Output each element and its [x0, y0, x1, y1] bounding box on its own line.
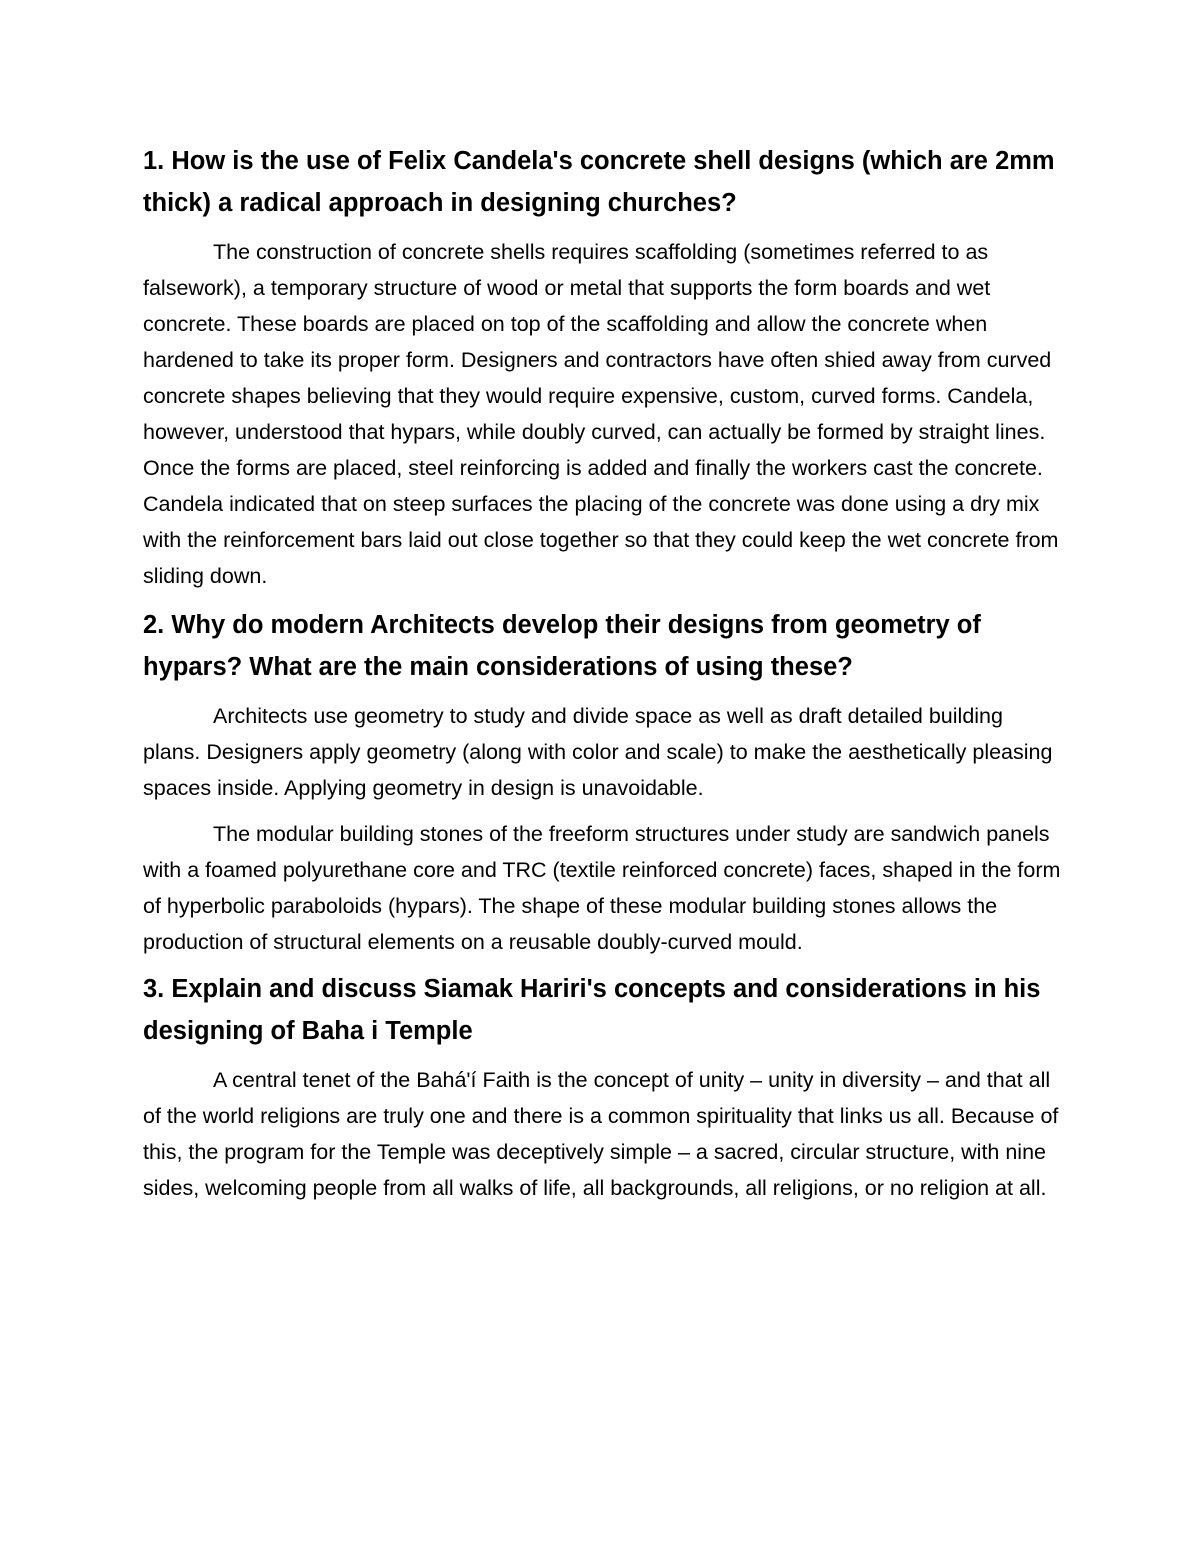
answer-1-paragraph-1: The construction of concrete shells requires scaffolding (sometimes referred to as falsework), a temporary structure of wood or metal that supports the form boards and wet concrete. These boards are placed on top of the scaffolding and allow the concrete when hardened to take its proper form. Designers and contractors have often shied away from curved concrete shapes believing that they would require expensive, custom, curved forms. Candela, however, understood that hypars, while doubly curved, can actually be formed by straight lines. Once the forms are placed, steel reinforcing is added and finally the workers cast the concrete. Candela indicated that on steep surfaces the placing of the concrete was done using a dry mix with the reinforcement bars laid out close together so that they could keep the wet concrete from sliding down.: [143, 240, 1059, 588]
question-1-heading: 1. How is the use of Felix Candela's concrete shell designs (which are 2mm thick) a radical approach in designing churches?: [143, 147, 1055, 217]
answer-2-paragraph-2: The modular building stones of the freeform structures under study are sandwich panels with a foamed polyurethane core and TRC (textile reinforced concrete) faces, shaped in the form of hyperbolic paraboloids (hypars). The shape of these modular building stones allows the production of structural elements on a reusable doubly-curved mould.: [143, 822, 1061, 954]
answer-3-paragraph-1: A central tenet of the Bahá'í Faith is the concept of unity – unity in diversity – and that all of the world religions are truly one and there is a common spirituality that links us all. Because of this, the program for the Temple was deceptively simple – a sacred, circular structure, with nine sides, welcoming people from all walks of life, all backgrounds, all religions, or no religion at all.: [143, 1068, 1059, 1200]
question-2-heading: 2. Why do modern Architects develop their designs from geometry of hypars? What are the main considerations of using these?: [143, 611, 981, 681]
document-body: [143, 140, 1063, 1206]
question-3-heading: 3. Explain and discuss Siamak Hariri's concepts and considerations in his designing of Baha i Temple: [143, 975, 1041, 1045]
answer-2-paragraph-1: Architects use geometry to study and divide space as well as draft detailed building plans. Designers apply geometry (along with color and scale) to make the aesthetically pleasing spaces inside. Applying geometry in design is unavoidable.: [143, 704, 1053, 800]
